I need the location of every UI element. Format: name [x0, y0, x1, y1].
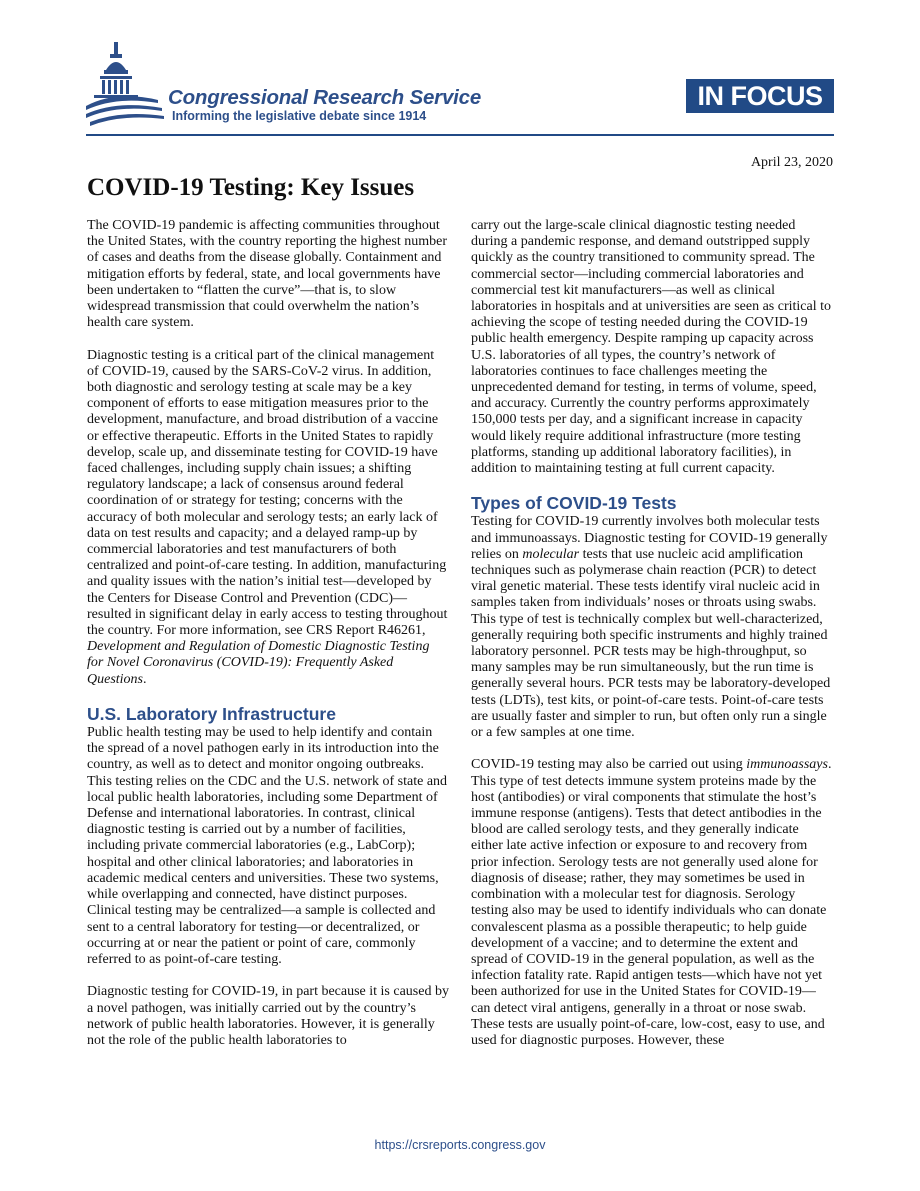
report-link-title: Development and Regulation of Domestic Diagnostic Testing for Novel Coronavirus (COVID-19): Frequently Asked Questions [87, 639, 430, 687]
header-rule [86, 134, 834, 136]
paragraph: The COVID-19 pandemic is affecting communities throughout the United States, with the country reporting the highest number of cases and deaths from the disease globally. Containment and mitigation efforts by federal, state, and local governments have been undertaken to “flatten the curve”—that is, to slow widespread transmission that could overwhelm the nation’s health care system. [87, 218, 448, 331]
report-header [86, 40, 834, 136]
footer-url[interactable]: https://crsreports.congress.gov [374, 1138, 546, 1152]
org-tagline: Informing the legislative debate since 1914 [172, 109, 427, 123]
paragraph [471, 757, 833, 1049]
paragraph-text: Diagnostic testing is a critical part of the clinical management of COVID-19, caused by the SARS-CoV-2 virus. In addition, both diagnostic and serology testing at scale may be a key component of efforts to ease mitigation measures prior to the development, manufacture, and broad distribution of a vaccine or effective therapeutic. Efforts in the United States to rapidly develop, scale up, and disseminate testing for COVID-19 have faced challenges, including supply chain issues; a shifting regulatory landscape; a lack of consensus around federal coordination of or strategy for testing; concerns with the accuracy of both molecular and serology tests; an early lack of data on test results and capacity; and a delayed ramp-up by commercial laboratories and test manufacturers of both centralized and point-of-care testing. In addition, manufacturing and quality issues with the nation’s initial test—developed by the Centers for Disease Control and Prevention (CDC)—resulted in significant delay in early access to testing throughout the country. For more information, see CRS Report R46261, [87, 347, 448, 639]
left-column [87, 218, 449, 1065]
org-name: Congressional Research Service [168, 86, 482, 109]
paragraph-text: Testing for COVID-19 currently involves both molecular tests and immunoassays. Diagnostic testing for COVID-19 generally relies on [471, 514, 828, 562]
section-heading: U.S. Laboratory Infrastructure [87, 704, 336, 725]
paragraph: Diagnostic testing for COVID-19, in part because it is caused by a novel pathogen, was initially carried out by the country’s network of public health laboratories. However, it is generally not the role of the public health laboratories to [87, 984, 449, 1048]
emphasis: molecular [522, 546, 580, 562]
in-focus-badge: IN FOCUS [686, 79, 834, 113]
paragraph-text: . [143, 671, 147, 687]
paragraph-text: . This type of test detects immune system proteins made by the host (antibodies) or viral components that stimulate the host’s immune response (antigens). Tests that detect antibodies in the blood are called serology tests, and they generally indicate either late active infection or exposure to and recovery from prior infection. Serology tests are not generally used alone for diagnosis of disease; rather, they may sometimes be used in combination with a molecular test for diagnosis. Serology testing also may be used to identify individuals who can donate convalescent plasma as a possible therapeutic; to help guide development of a vaccine; and to determine the extent and spread of COVID-19 in the general population, as well as the infection fatality rate. Rapid antigen tests—which have not yet been authorized for use in the United States for COVID-19—can detect viral antigens, generally in a throat or nose swab. These tests are usually point-of-care, low-cost, easy to use, and used for diagnostic purposes. However, these [471, 757, 832, 1048]
paragraph-text: tests that use nucleic acid amplification techniques such as polymerase chain reaction (PCR) to detect viral genetic material. These tests identify viral nucleic acid in samples taken from individuals’ noses or throats using swabs. This type of test is technically complex but well-characterized, generally requiring both specific instruments and highly trained laboratory personnel. PCR tests may be high-throughput, so many samples may be run simultaneously, but the run time is generally several hours. PCR tests may be laboratory-developed tests (LDTs), test kits, or point-of-care tests. Point-of-care tests are usually faster and simpler to run, but often only run a single or a few samples at one time. [471, 546, 831, 741]
section-heading: Types of COVID-19 Tests [471, 493, 677, 514]
paragraph [471, 514, 833, 741]
paragraph [87, 348, 449, 688]
report-date: April 23, 2020 [750, 155, 833, 170]
paragraph-text: COVID-19 testing may also be carried out using [471, 757, 747, 773]
right-column [471, 218, 833, 1065]
emphasis: immunoassays [746, 757, 828, 773]
page-title: COVID-19 Testing: Key Issues [87, 174, 415, 201]
paragraph: carry out the large-scale clinical diagnostic testing needed during a pandemic response, and demand outstripped supply quickly as the country transitioned to community spread. The commercial sector—including commercial laboratories and commercial test kit manufacturers—as well as clinical laboratories in hospitals and at universities are seen as critical to achieving the scope of testing needed during the COVID-19 public health emergency. Despite ramping up capacity across U.S. laboratories of all types, the country’s network of laboratories continues to face challenges meeting the unprecedented demand for testing, in terms of volume, speed, and accuracy. Currently the country performs approximately 150,000 tests per day, and a significant increase in capacity would likely require additional infrastructure (more testing platforms, standing up additional laboratory facilities), in addition to maintaining testing at full current capacity. [471, 218, 831, 477]
capitol-dome-icon [86, 40, 166, 136]
paragraph: Public health testing may be used to help identify and contain the spread of a novel pathogen early in its introduction into the country, as well as to detect and monitor ongoing outbreaks. This testing relies on the CDC and the U.S. network of state and local public health laboratories, including some Department of Defense and international laboratories. In contrast, clinical diagnostic testing is carried out by a number of facilities, including private commercial laboratories (e.g., LabCorp); hospital and other clinical laboratories; and laboratories in academic medical centers and universities. These two systems, while overlapping and connected, have distinct purposes. Clinical testing may be centralized—a sample is collected and sent to a central laboratory for testing—or decentralized, or occurring at or near the patient or point of care, commonly referred to as point-of-care testing. [87, 725, 448, 967]
